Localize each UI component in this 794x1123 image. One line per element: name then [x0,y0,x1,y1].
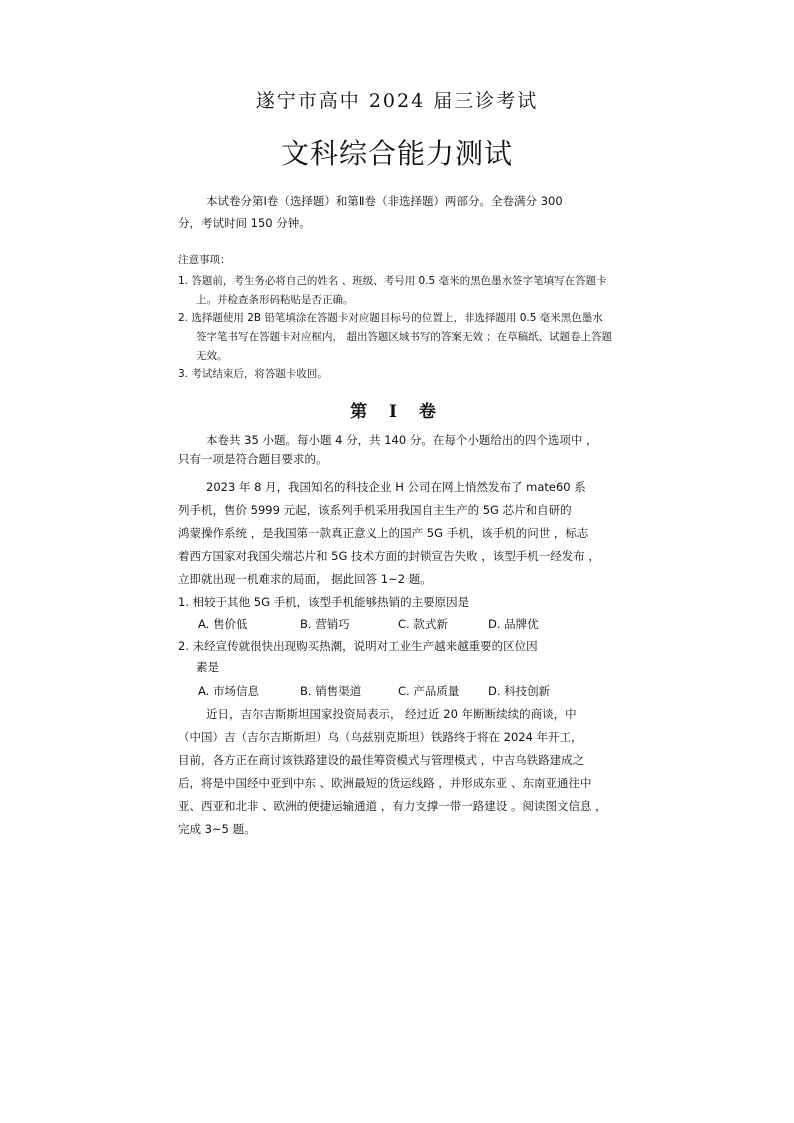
question-1-option-a: A. 售价低 [198,617,248,631]
question-1-option-c: C. 款式新 [398,617,448,631]
note-line: 上。并检查条形码粘贴是否正确。 [196,294,354,306]
note-line: 2. 选择题使用 2B 铅笔填涂在答题卡对应题目标号的位置上，非选择题用 0.5 毫米黑色墨水 [178,312,603,324]
note-line: 无效。 [196,350,228,362]
passage2-line: 目前，各方正在商讨该铁路建设的最佳筹资模式与管理模式 ，中吉乌铁路建成之 [178,753,585,767]
passage2-line: 完成 3~5 题。 [178,822,256,836]
question-1-option-d: D. 品牌优 [488,617,539,631]
section-title: 第 Ⅰ 卷 [350,402,444,422]
notes-heading: 注意事项： [178,254,231,266]
question-2-option-c: C. 产品质量 [398,684,460,698]
exam-subject-title: 文科综合能力测试 [280,137,513,170]
section-intro-line-1: 本卷共 35 小题。每小题 4 分，共 140 分。在每个小题给出的四个选项中 ， [206,433,598,447]
passage1-line: 2023 年 8 月，我国知名的科技企业 H 公司在网上悄然发布了 mate60 系 [206,480,586,494]
question-2-option-b: B. 销售渠道 [300,684,362,698]
passage1-line: 列手机，售价 5999 元起，该系列手机采用我国自主生产的 5G 芯片和自研的 [178,503,572,517]
question-2-option-d: D. 科技创新 [488,684,551,698]
question-1-option-b: B. 营销巧 [300,617,350,631]
passage2-line: 亚、西亚和北非 、欧洲的便捷运输通道 ，有力支撑一带一路建设 。阅读图文信息 ， [178,799,607,813]
passage2-line: 近日，吉尔吉斯斯坦国家投资局表示， 经过近 20 年断断续续的商谈，中 [206,707,577,721]
question-2-option-a: A. 市场信息 [198,684,259,698]
intro-line-1: 本试卷分第Ⅰ卷（选择题）和第Ⅱ卷（非选择题）两部分。全卷满分 300 [206,194,563,208]
note-line: 1. 答题前，考生务必将自己的姓名 、班级、考号用 0.5 毫米的黑色墨水签字笔填写在答题卡 [178,275,607,287]
passage1-line: 鸿蒙操作系统 ，是我国第一款真正意义上的国产 5G 手机，该手机的问世 ，标志 [178,526,589,540]
passage1-line: 着西方国家对我国尖端芯片和 5G 技术方面的封锁宣告失败 ，该型手机一经发布 ， [178,549,600,563]
question-1-stem: 1. 相较于其他 5G 手机，该型手机能够热销的主要原因是 [178,595,470,609]
question-2-stem-cont: 素是 [196,660,219,674]
school-exam-title: 遂宁市高中 2024 届三诊考试 [255,90,539,112]
section-intro-line-2: 只有一项是符合题目要求的。 [178,452,328,466]
intro-line-2: 分，考试时间 150 分钟。 [178,216,311,230]
passage2-line: （中国）吉（吉尔吉斯斯坦）乌（乌兹别克斯坦）铁路终于将在 2024 年开工， [178,730,583,744]
question-2-stem: 2. 未经宣传就很快出现购买热潮，说明对工业生产越来越重要的区位因 [178,639,538,653]
note-line: 签字笔书写在答题卡对应框内， 超出答题区域书写的答案无效 ；在草稿纸、试题卷上答题 [196,331,613,343]
passage2-line: 后，将是中国经中亚到中东 、欧洲最短的货运线路 ，并形成东亚 、东南亚通往中 [178,776,592,790]
note-line: 3. 考试结束后，将答题卡收回。 [178,368,328,380]
passage1-line: 立即就出现一机难求的局面， 据此回答 1~2 题。 [178,572,432,586]
